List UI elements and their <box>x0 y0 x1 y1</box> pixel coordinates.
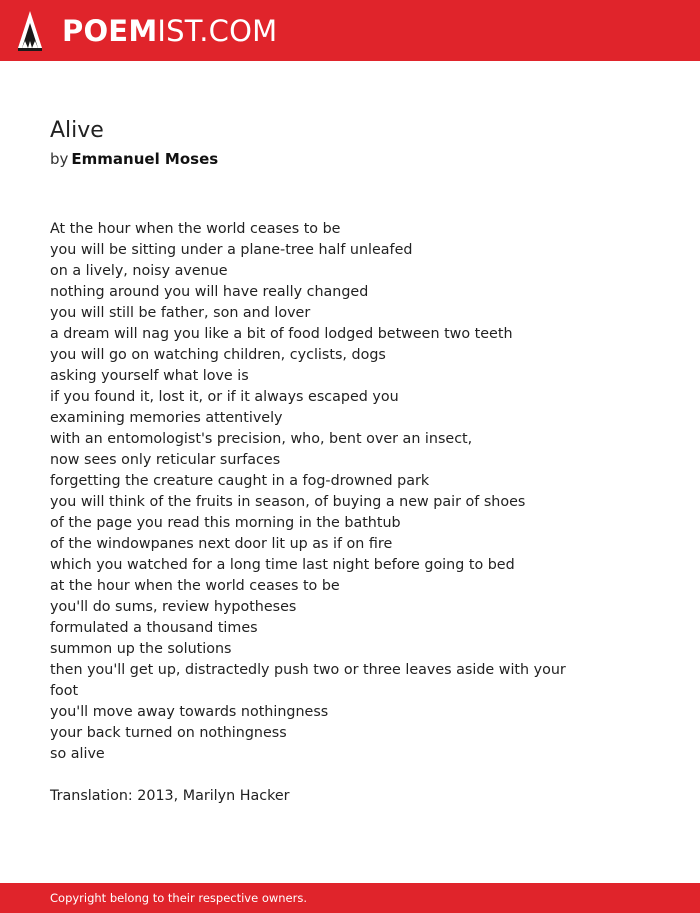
poem-line: on a lively, noisy avenue <box>50 263 228 279</box>
poem-line: you'll do sums, review hypotheses <box>50 599 297 615</box>
poem-title: Alive <box>50 118 104 143</box>
logo-bold-text: POEM <box>62 14 158 48</box>
poem-line: formulated a thousand times <box>50 620 258 636</box>
poem-line: you will think of the fruits in season, of buying a new pair of shoes <box>50 494 526 510</box>
by-label: by <box>50 150 69 168</box>
poem-author: Emmanuel Moses <box>71 150 219 168</box>
site-footer <box>0 883 700 913</box>
poem-line: nothing around you will have really changed <box>50 284 369 300</box>
poem-line: if you found it, lost it, or if it always escaped you <box>50 389 399 405</box>
poem-line: asking yourself what love is <box>50 368 249 384</box>
poem-line: then you'll get up, distractedly push two or three leaves aside with your <box>50 662 566 678</box>
logo-light-text: IST.COM <box>157 14 278 48</box>
poem-line: which you watched for a long time last night before going to bed <box>50 557 515 573</box>
poem-line: now sees only reticular surfaces <box>50 452 281 468</box>
site-logo[interactable] <box>62 11 277 51</box>
poem-line: at the hour when the world ceases to be <box>50 578 340 594</box>
poem-body <box>50 219 650 765</box>
poem-line: you will still be father, son and lover <box>50 305 311 321</box>
poem-line: examining memories attentively <box>50 410 283 426</box>
poem-line: you'll move away towards nothingness <box>50 704 329 720</box>
site-header <box>0 0 700 61</box>
poem-line: of the windowpanes next door lit up as if on fire <box>50 536 393 552</box>
poem-line: so alive <box>50 746 105 762</box>
poem-line: you will go on watching children, cyclists, dogs <box>50 347 386 363</box>
poem-line: foot <box>50 683 79 699</box>
copyright-notice: Copyright belong to their respective owners. <box>50 891 308 905</box>
translation-credit: Translation: 2013, Marilyn Hacker <box>50 788 290 804</box>
pencil-icon[interactable] <box>17 10 43 52</box>
poem-line: you will be sitting under a plane-tree half unleafed <box>50 242 413 258</box>
poem-line: forgetting the creature caught in a fog-drowned park <box>50 473 430 489</box>
poem-line: of the page you read this morning in the bathtub <box>50 515 401 531</box>
poem-line: a dream will nag you like a bit of food lodged between two teeth <box>50 326 513 342</box>
poem-line: with an entomologist's precision, who, bent over an insect, <box>50 431 473 447</box>
poem-byline <box>50 148 218 170</box>
poem-line: your back turned on nothingness <box>50 725 287 741</box>
poem-line: summon up the solutions <box>50 641 232 657</box>
poem-line: At the hour when the world ceases to be <box>50 221 341 237</box>
